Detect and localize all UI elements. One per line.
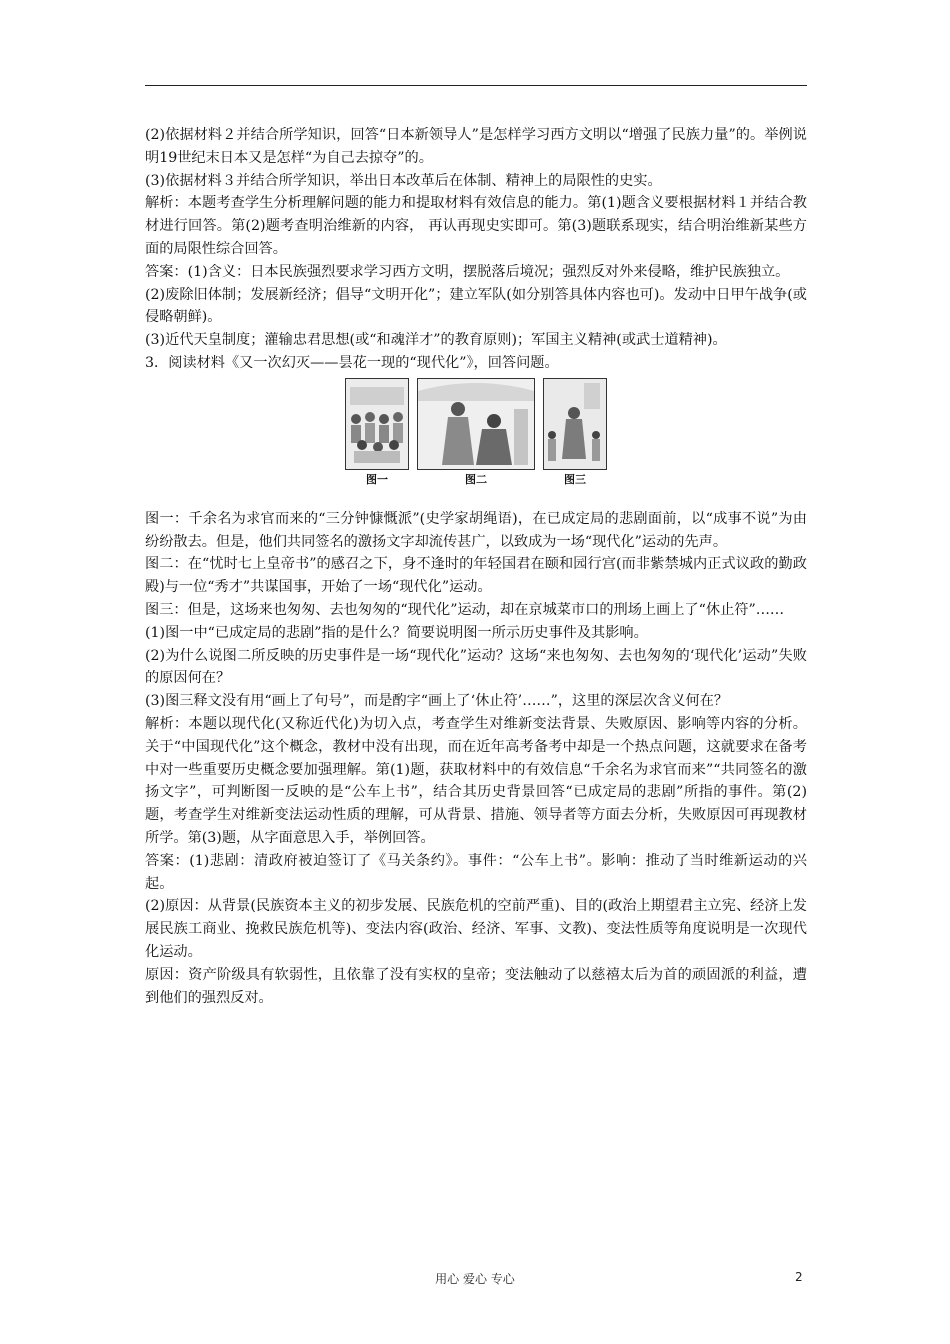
paragraph: (3)近代天皇制度；灌输忠君思想(或“和魂洋才”的教育原则)；军国主义精神(或武士道精神)。: [145, 332, 727, 349]
paragraph: 答案：(1)含义：日本民族强烈要求学习西方文明，摆脱落后境况；强烈反对外来侵略，维护民族独立。: [145, 263, 790, 280]
figure-caption: 图三: [564, 472, 586, 486]
figure-1: [345, 378, 409, 488]
paragraph: 图一：千余名为求官而来的“三分钟慷慨派”(史学家胡绳语)，在已成定局的悲剧面前，以“成事不说”为由纷纷散去。但是，他们共同签名的激扬文字却流传甚广，以致成为一场“现代化”运动的先声。: [145, 510, 807, 550]
page-number: 2: [795, 1270, 803, 1284]
paragraph: 答案：(1)悲剧：清政府被迫签订了《马关条约》。事件：“公车上书”。影响：推动了当时维新运动的兴起。: [145, 852, 807, 892]
execution-ground-illustration-icon: [543, 378, 607, 470]
paragraph: (3)依据材料３并结合所学知识，举出日本改革后在体制、精神上的局限性的史实。: [145, 172, 662, 189]
paragraph: 图二：在“忧时七上皇帝书”的感召之下，身不逢时的年轻国君在颐和园行宫(而非紫禁城内正式议政的勤政殿)与一位“秀才”共谋国事，开始了一场“现代化”运动。: [145, 556, 807, 596]
figure-row: [145, 378, 807, 488]
paragraph: (3)图三释文没有用“画上了句号”，而是酌字“画上了‘休止符’……”，这里的深层次含义何在？: [145, 693, 729, 710]
paragraph: 图三：但是，这场来也匆匆、去也匆匆的“现代化”运动，却在京城菜市口的刑场上画上了“休止符”……: [145, 601, 785, 618]
question-heading: 3．阅读材料《又一次幻灭——昙花一现的“现代化”》，回答问题。: [145, 354, 559, 371]
paragraph: (2)依据材料２并结合所学知识，回答“日本新领导人”是怎样学习西方文明以“增强了民族力量”的。举例说明19世纪末日本又是怎样“为自己去掠夺”的。: [145, 127, 807, 166]
emperor-and-scholar-illustration-icon: [417, 378, 535, 470]
paragraph: (2)为什么说图二所反映的历史事件是一场“现代化”运动？这场“来也匆匆、去也匆匆的‘现代化’运动”失败的原因何在？: [145, 647, 807, 687]
paragraph: 原因：资产阶级具有软弱性，且依靠了没有实权的皇帝；变法触动了以慈禧太后为首的顽固派的利益，遭到他们的强烈反对。: [145, 966, 807, 1006]
header-rule: [145, 85, 807, 86]
figure-3: [543, 378, 607, 488]
paragraph: 解析：本题以现代化(又称近代化)为切入点，考查学生对维新变法背景、失败原因、影响等内容的分析。关于“中国现代化”这个概念，教材中没有出现，而在近年高考备考中却是一个热点问题，这就要求在备考中对一些重要历史概念要加强理解。第(1)题，获取材料中的有效信息“千余名为求官而来”“共同签名的激扬文字”，可判断图一反映的是“公车上书”，结合其历史背景回答“已成定局的悲剧”所指的事件。第(2)题，考查学生对维新变法运动性质的理解，可从背景、措施、领导者等方面去分析，失败原因可再现教材所学。第(3)题，从字面意思入手，举例回答。: [145, 715, 807, 846]
crowd-scholars-illustration-icon: [345, 378, 409, 470]
document-body: [145, 124, 807, 1009]
figure-caption: 图一: [366, 472, 388, 486]
paragraph: (1)图一中“已成定局的悲剧”指的是什么？简要说明图一所示历史事件及其影响。: [145, 624, 648, 641]
figure-caption: 图二: [465, 472, 487, 486]
paragraph: (2)废除旧体制；发展新经济；倡导“文明开化”；建立军队(如分别答具体内容也可)。发动中日甲午战争(或侵略朝鲜)。: [145, 286, 807, 326]
paragraph: 解析：本题考查学生分析理解问题的能力和提取材料有效信息的能力。第(1)题含义要根据材料１并结合教材进行回答。第(2)题考查明治维新的内容， 再认再现史实即可。第(3)题联系现实，结合明治维新某些方面的局限性综合回答。: [145, 195, 807, 257]
footer-text: 用心 爱心 专心: [435, 1272, 515, 1286]
paragraph: (2)原因：从背景(民族资本主义的初步发展、民族危机的空前严重)、目的(政治上期望君主立宪、经济上发展民族工商业、挽救民族危机等)、变法内容(政治、经济、军事、文教)、变法性质等角度说明是一次现代化运动。: [145, 898, 807, 960]
figure-2: [417, 378, 535, 488]
